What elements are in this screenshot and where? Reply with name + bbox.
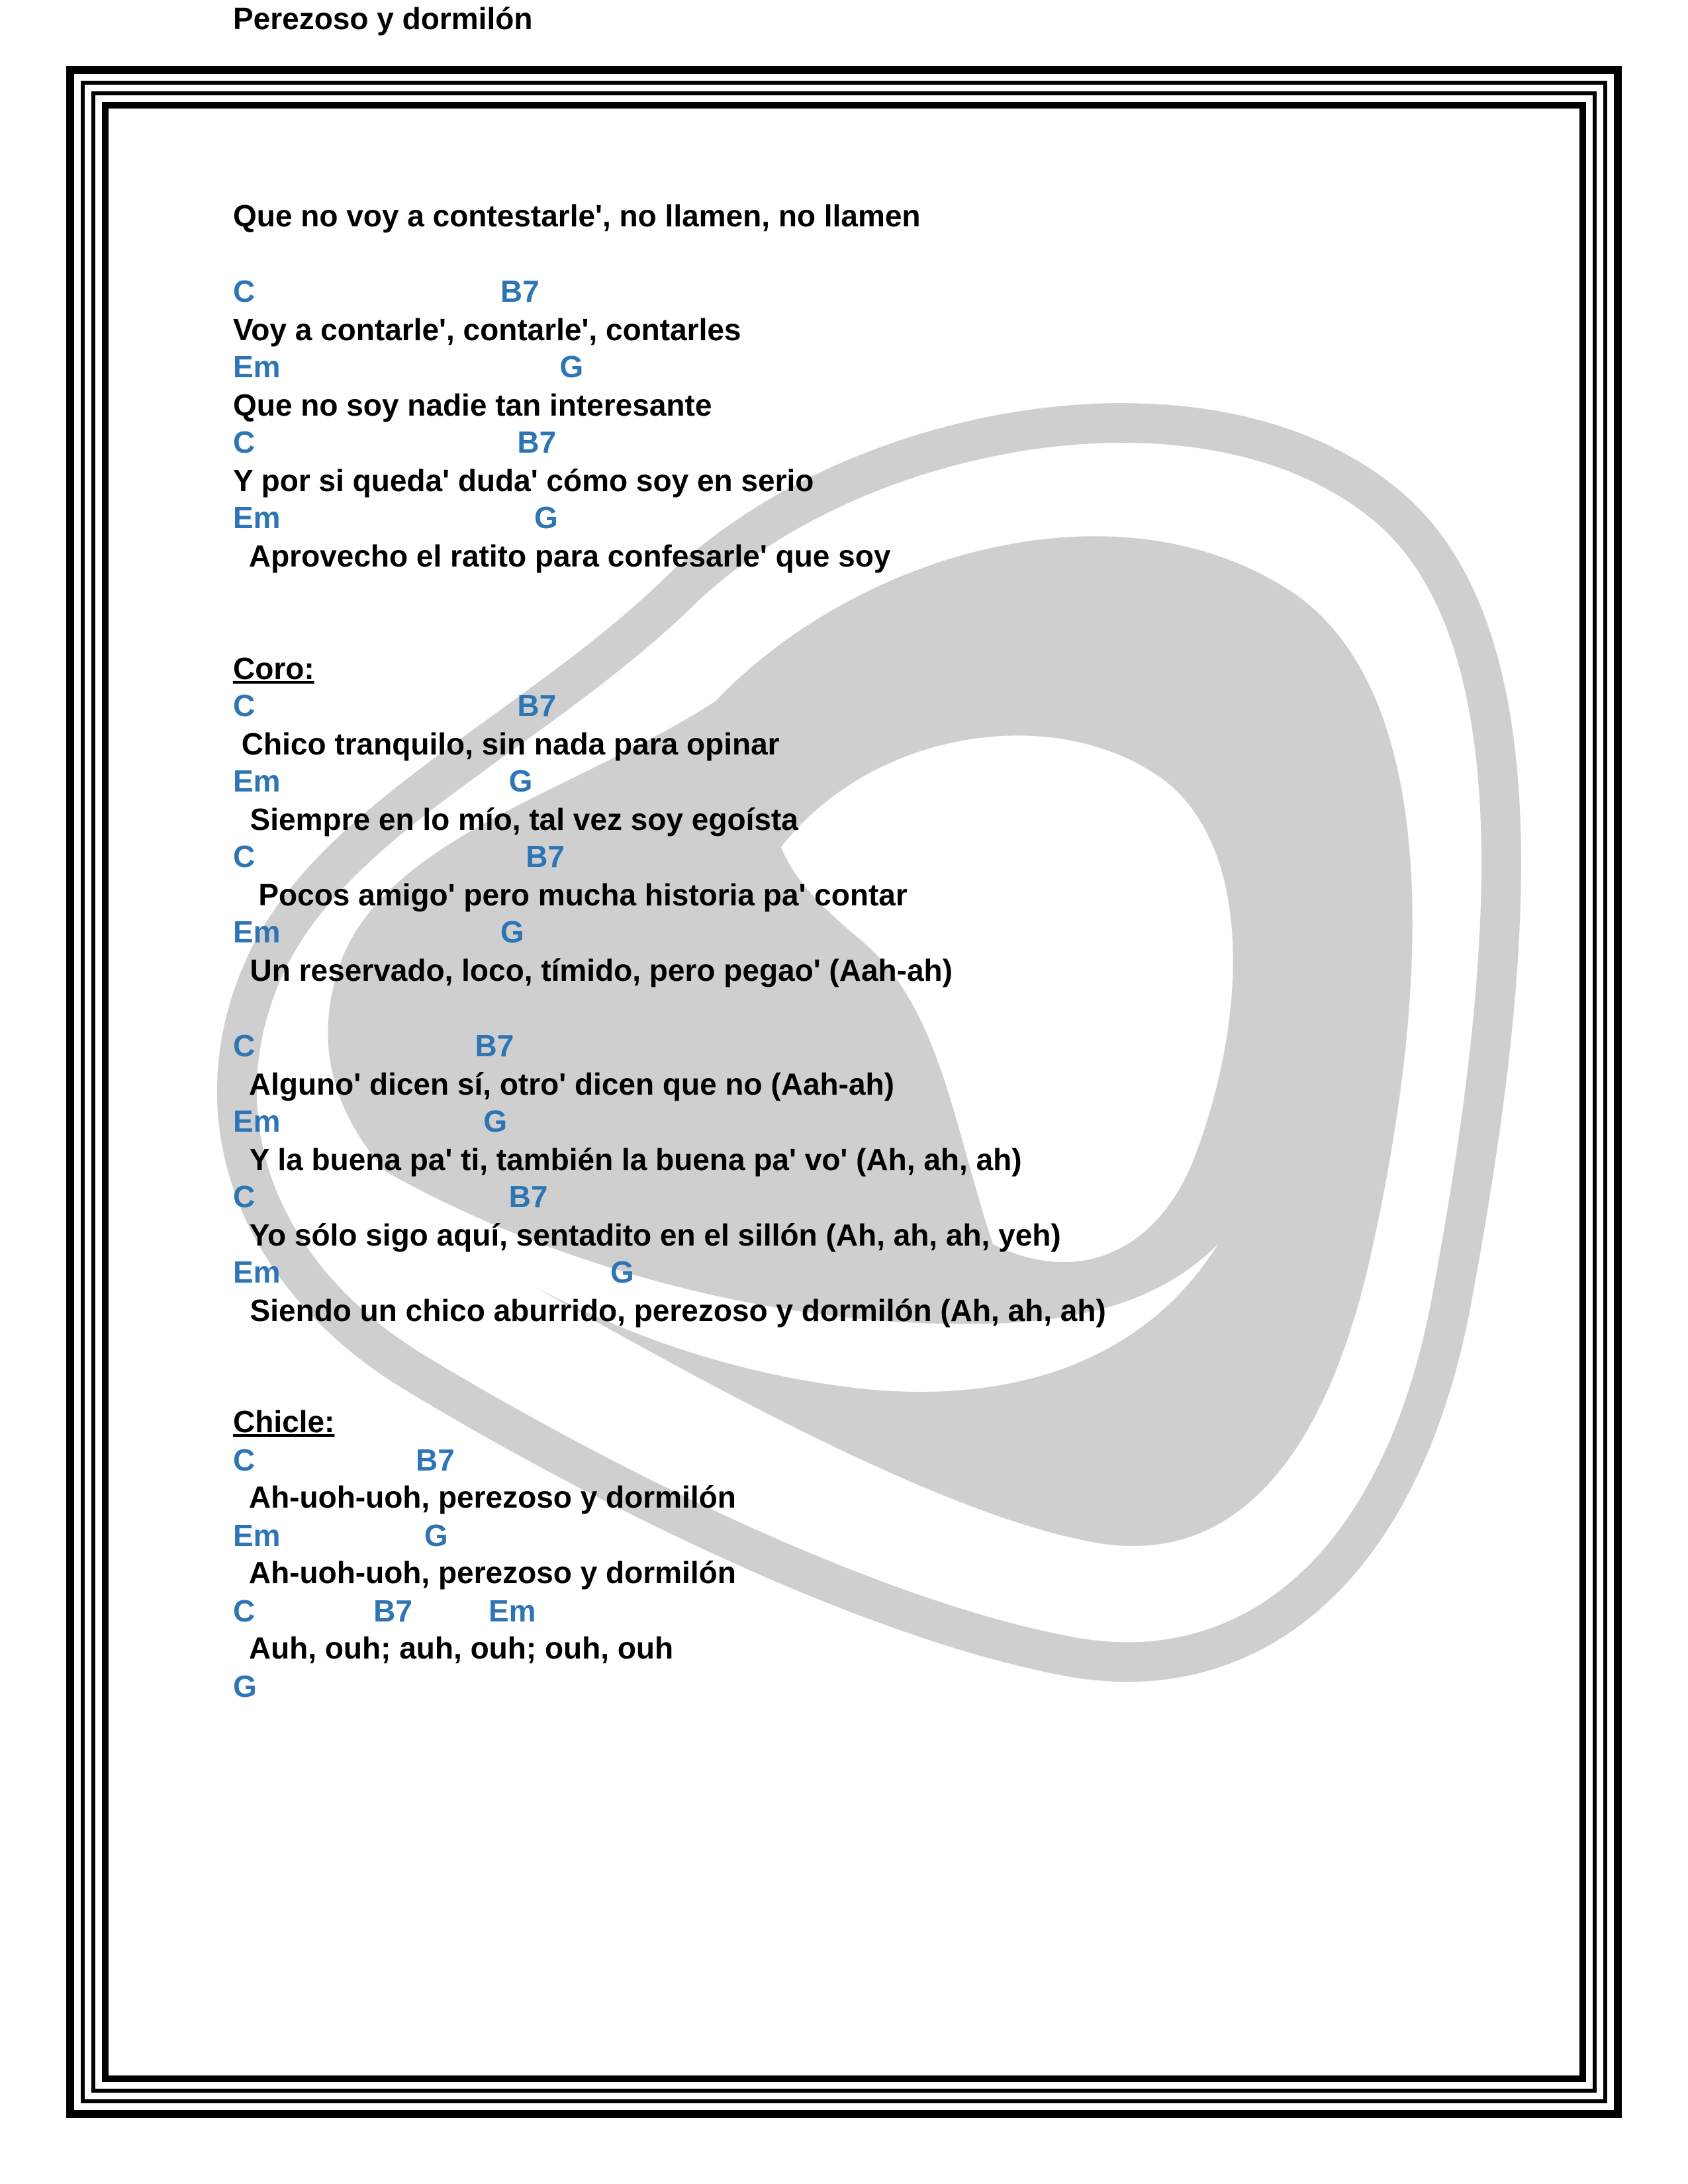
lyric-line: Siendo un chico aburrido, perezoso y dormilón (Ah, ah, ah) (233, 1293, 1106, 1328)
lyric-line: Un reservado, loco, tímido, pero pegao' (Aah-ah) (233, 953, 953, 987)
chord-line: C B7 (233, 1443, 455, 1477)
chord-line: G (233, 1669, 257, 1704)
chord-line: Em G (233, 764, 533, 798)
lyric-line: Y la buena pa' ti, también la buena pa' vo' (Ah, ah, ah) (233, 1142, 1022, 1177)
chord-line: C B7 (233, 1028, 514, 1063)
chord-line: Em G (233, 1255, 634, 1289)
chord-line: Em G (233, 349, 584, 384)
lyric-line: Auh, ouh; auh, ouh; ouh, ouh (233, 1631, 674, 1665)
lyric-line: Voy a contarle', contarle', contarles (233, 312, 741, 347)
lyric-line: Aprovecho el ratito para confesarle' que soy (233, 539, 891, 573)
lyric-line: Siempre en lo mío, tal vez soy egoísta (233, 802, 798, 837)
section-heading: Coro: (233, 651, 314, 686)
lyric-line: Y por si queda' duda' cómo soy en serio (233, 463, 814, 498)
lyric-line: Yo sólo sigo aquí, sentadito en el sillón (Ah, ah, ah, yeh) (233, 1218, 1061, 1252)
lyric-line: Chico tranquilo, sin nada para opinar (233, 727, 780, 761)
section-heading: Chicle: (233, 1404, 335, 1439)
lyric-line: Que no soy nadie tan interesante (233, 388, 712, 422)
chord-line: C B7 (233, 688, 557, 723)
lyric-line: Que no voy a contestarle', no llamen, no llamen (233, 199, 921, 233)
chord-line: C B7 (233, 1179, 548, 1214)
lyric-line: Perezoso y dormilón (233, 1, 533, 36)
chord-line: C B7 (233, 274, 539, 308)
lyric-line: Ah-uoh-uoh, perezoso y dormilón (233, 1555, 736, 1590)
chord-line: C B7 Em (233, 1594, 536, 1628)
lyric-line: Alguno' dicen sí, otro' dicen que no (Aah-ah) (233, 1067, 894, 1101)
chord-line: Em G (233, 1104, 508, 1138)
chord-line: C B7 (233, 839, 565, 874)
chord-line: Em G (233, 1518, 448, 1553)
chord-line: Em G (233, 915, 524, 949)
lyric-line: Pocos amigo' pero mucha historia pa' contar (233, 878, 908, 912)
lyric-line: Ah-uoh-uoh, perezoso y dormilón (233, 1480, 736, 1514)
chord-line: C B7 (233, 425, 557, 459)
chord-line: Em G (233, 500, 558, 535)
